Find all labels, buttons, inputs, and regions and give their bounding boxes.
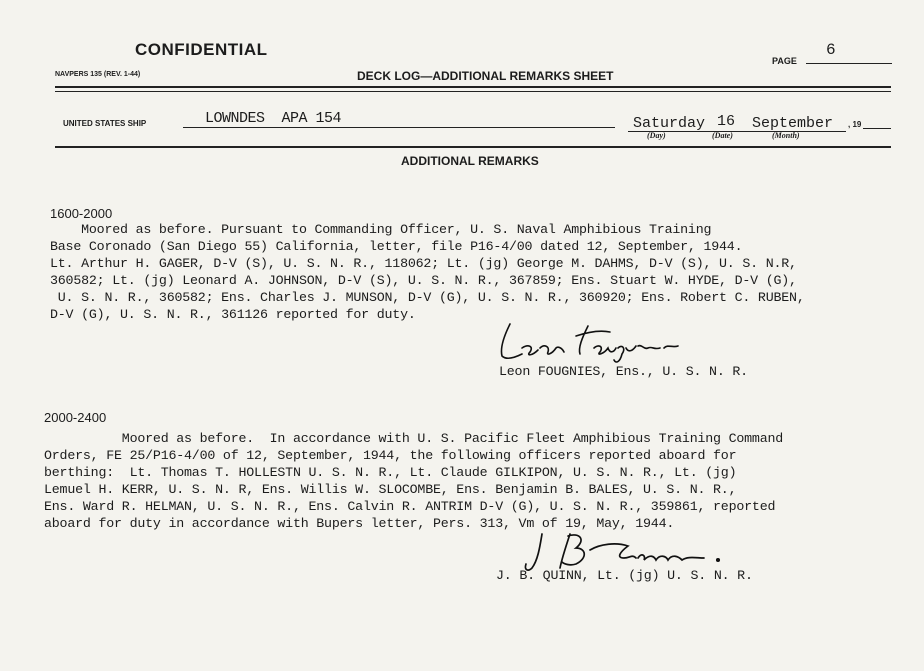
- ship-name-line: [183, 127, 615, 128]
- watch-label-1600-2000: 1600-2000: [50, 206, 113, 221]
- entry-1-line-1: Moored as before. Pursuant to Commanding Officer, U. S. Naval Amphibious Training: [50, 222, 712, 237]
- date-day: Saturday: [633, 115, 706, 132]
- entry-1-line-3: Lt. Arthur H. GAGER, D-V (S), U. S. N. R., 118062; Lt. (jg) George M. DAHMS, D-V (S), U. S. N.R,: [50, 256, 797, 271]
- header-rule-top: [55, 86, 891, 88]
- form-number: NAVPERS 135 (REV. 1-44): [55, 71, 141, 78]
- page-number: 6: [826, 41, 836, 59]
- day-caption: (Day): [647, 131, 666, 140]
- entry-2-line-3: berthing: Lt. Thomas T. HOLLESTN U. S. N. R., Lt. Claude GILKIPON, U. S. N. R., Lt. (jg): [44, 465, 737, 480]
- date-month: September: [752, 115, 834, 132]
- sheet-title: DECK LOG—ADDITIONAL REMARKS SHEET: [357, 69, 614, 83]
- month-caption: (Month): [772, 131, 800, 140]
- signature-typed-1: Leon FOUGNIES, Ens., U. S. N. R.: [499, 364, 748, 379]
- signature-fougnies: [492, 318, 692, 366]
- entry-2-line-5: Ens. Ward R. HELMAN, U. S. N. R., Ens. Calvin R. ANTRIM D-V (G), U. S. N. R., 359861, reported: [44, 499, 776, 514]
- ship-label: UNITED STATES SHIP: [63, 119, 147, 128]
- ship-row-rule: [55, 146, 891, 148]
- entry-2-line-2: Orders, FE 25/P16-4/00 of 12, September, 1944, the following officers reported aboard for: [44, 448, 737, 463]
- remarks-heading: ADDITIONAL REMARKS: [401, 154, 539, 168]
- date-caption: (Date): [712, 131, 733, 140]
- classification-stamp: CONFIDENTIAL: [135, 40, 268, 59]
- entry-2-line-6: aboard for duty in accordance with Bupers letter, Pers. 313, Vm of 19, May, 1944.: [44, 516, 675, 531]
- year-label: , 19: [848, 120, 862, 129]
- watch-label-2000-2400: 2000-2400: [44, 410, 107, 425]
- ship-name: LOWNDES APA 154: [205, 110, 342, 127]
- entry-1-line-6: D-V (G), U. S. N. R., 361126 reported for duty.: [50, 307, 416, 322]
- entry-2-line-1: Moored as before. In accordance with U. S. Pacific Fleet Amphibious Training Command: [44, 431, 784, 446]
- entry-1-line-4: 360582; Lt. (jg) Leonard A. JOHNSON, D-V (S), U. S. N. R., 367859; Ens. Stuart W. HYDE, D-V (G),: [50, 273, 797, 288]
- page-label: PAGE: [772, 56, 797, 66]
- entry-2-line-4: Lemuel H. KERR, U. S. N. R, Ens. Willis W. SLOCOMBE, Ens. Benjamin B. BALES, U. S. N. R.,: [44, 482, 737, 497]
- page-number-line: [806, 63, 892, 64]
- header-rule-bottom: [55, 91, 891, 92]
- signature-typed-2: J. B. QUINN, Lt. (jg) U. S. N. R.: [496, 568, 753, 583]
- entry-1-line-2: Base Coronado (San Diego 55) California, letter, file P16-4/00 dated 12, September, 1944.: [50, 239, 743, 254]
- year-line: [863, 128, 891, 129]
- entry-1-line-5: U. S. N. R., 360582; Ens. Charles J. MUNSON, D-V (G), U. S. N. R., 360920; Ens. Robert C. RUBEN,: [50, 290, 805, 305]
- date-date: 16: [717, 113, 736, 130]
